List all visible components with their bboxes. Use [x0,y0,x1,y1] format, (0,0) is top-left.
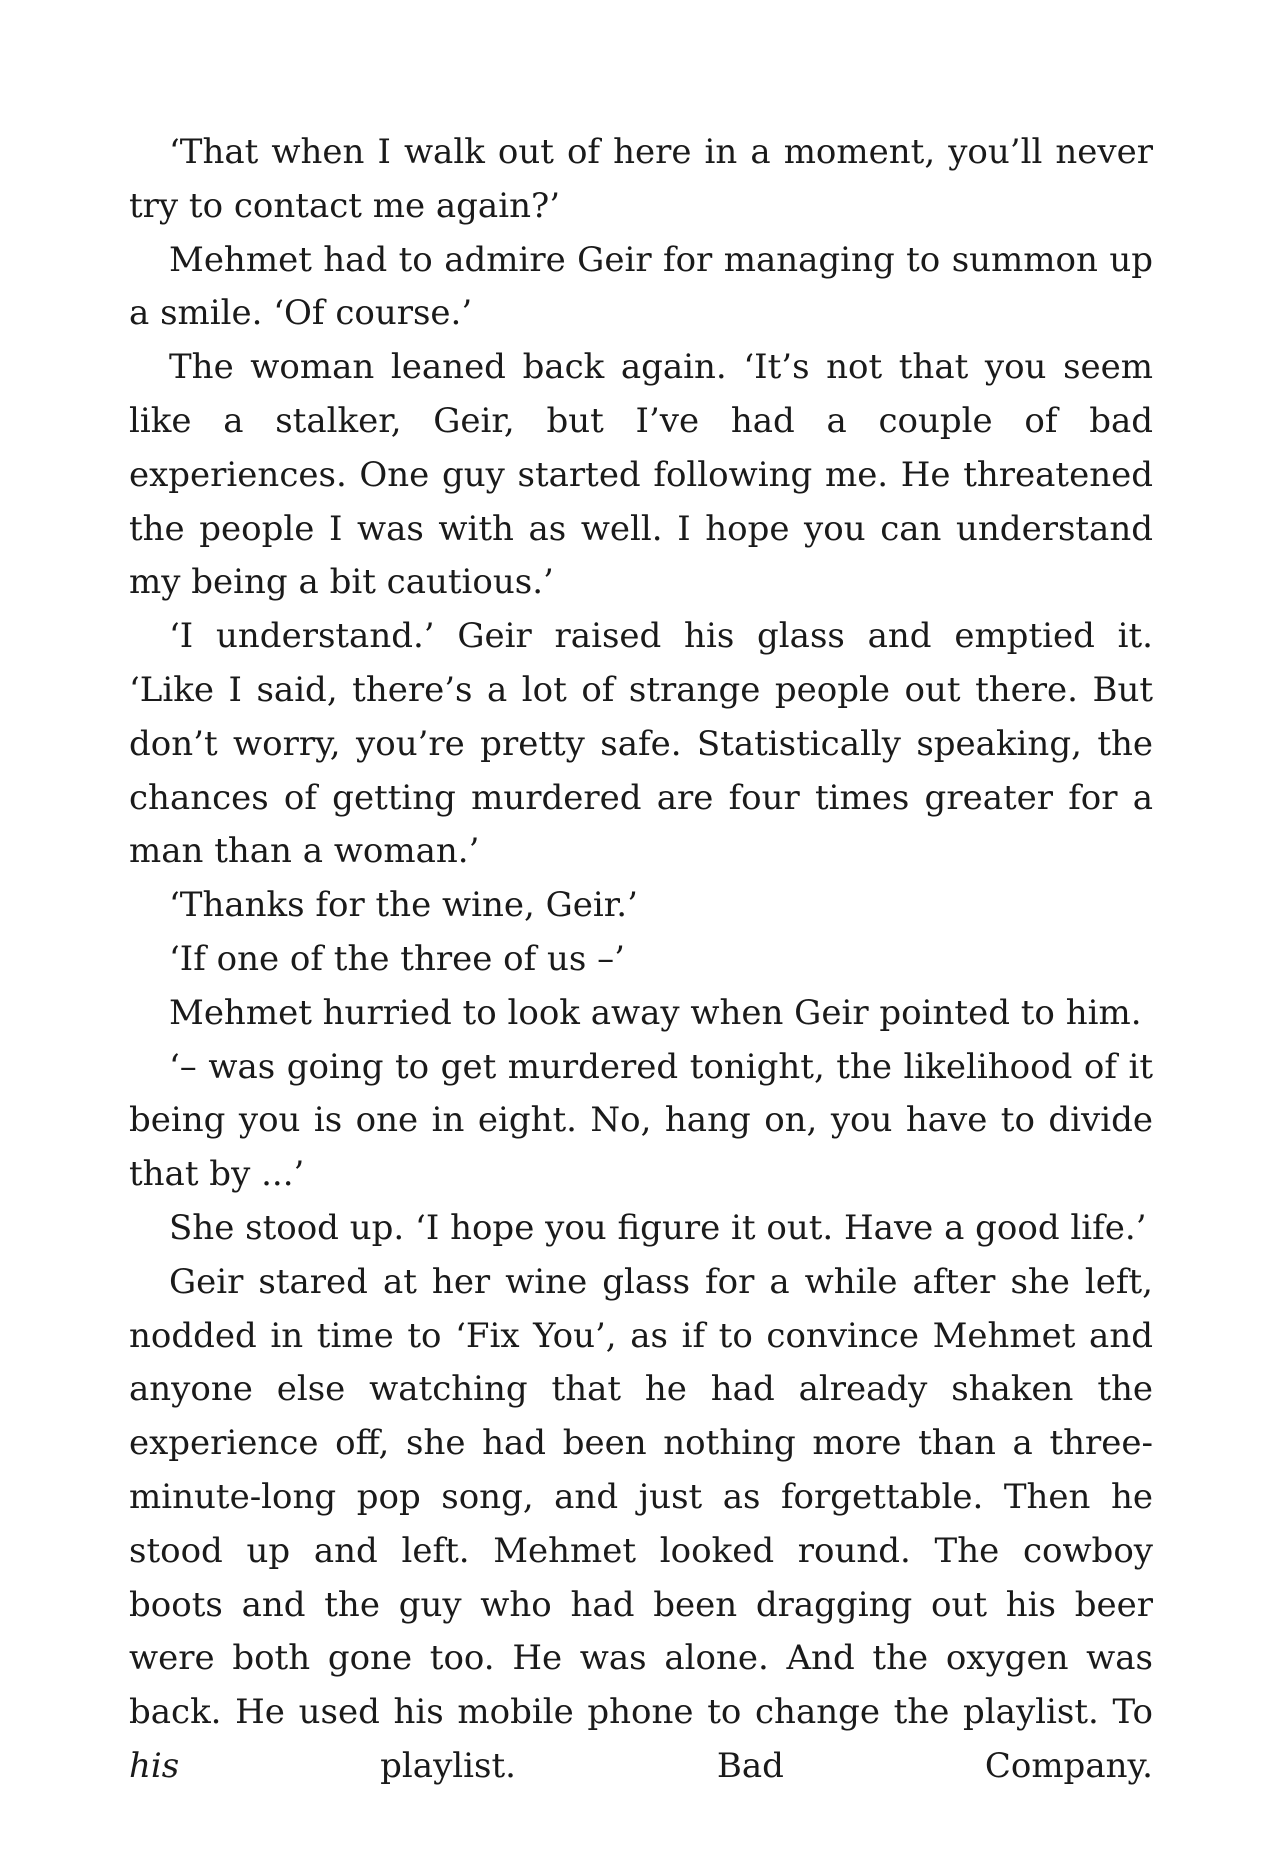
paragraph-3: The woman leaned back again. ‘It’s not that you seem like a stalker, Geir, but I’ve had a couple of bad experiences. One guy started following me. He threatened the people I was with as well. I hope you can understand my being a bit cautious.’ [129,347,1153,603]
paragraph-10-text: Geir stared at her wine glass for a while after she left, nodded in time to ‘Fix You’, as if to convince Mehmet and anyone else watching that he had already shaken the experience off, she had been nothing more than a three-minute-long pop song, and just as forgettable. Then he stood up and left. Mehmet looked round. The cowboy boots and the guy who had been dragging out his beer were both gone too. He was alone. And the oxygen was back. He used his mobile phone to change the playlist. To [129,1261,1153,1733]
paragraph-9: She stood up. ‘I hope you figure it out. Have a good life.’ [169,1207,1147,1248]
paragraph-1: ‘That when I walk out of here in a moment, you’ll never try to contact me again?’ [129,132,1153,226]
paragraph-2: Mehmet had to admire Geir for managing to summon up a smile. ‘Of course.’ [129,239,1153,334]
paragraph-5: ‘Thanks for the wine, Geir.’ [169,885,638,926]
emphasis-his: his [129,1745,180,1786]
paragraph-4: ‘I understand.’ Geir raised his glass and emptied it. ‘Like I said, there’s a lot of strange people out there. But don’t worry, you’re pretty safe. Statistically speaking, the chances of getting murdered are four times greater for a man than a woman.’ [129,616,1153,872]
paragraph-7: Mehmet hurried to look away when Geir pointed to him. [169,992,1142,1033]
paragraph-8: ‘– was going to get murdered tonight, the likelihood of it being you is one in eight. No, hang on, you have to divide that by ...’ [129,1046,1153,1195]
book-page [129,126,1153,1794]
paragraph-10 [129,1256,1153,1794]
paragraph-10-tail: playlist. Bad Company. [179,1745,1153,1786]
paragraph-6: ‘If one of the three of us –’ [169,938,625,979]
